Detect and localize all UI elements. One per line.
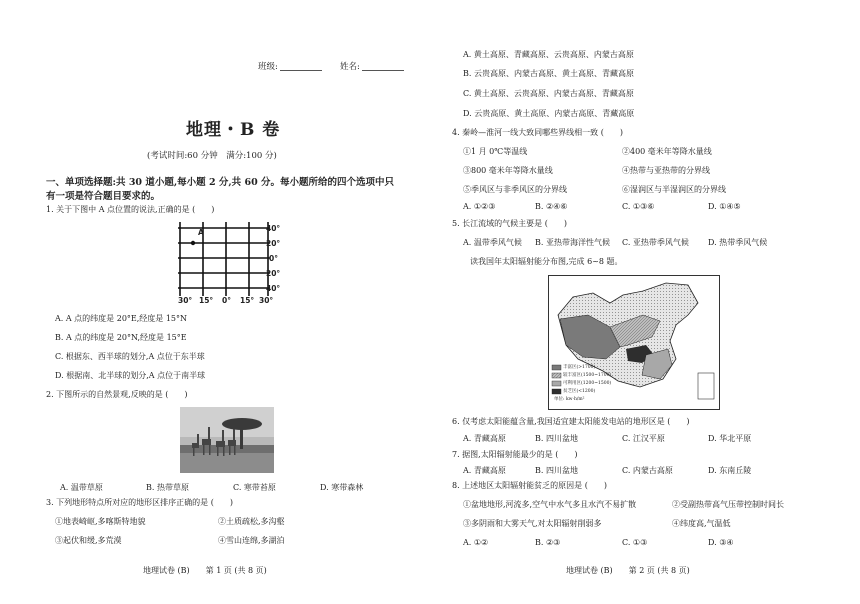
q8-item-2: ②受副热带高气压带控制时间长 [672, 500, 784, 509]
south-sea-inset [698, 373, 714, 399]
q8-option-b: B. ②③ [535, 538, 561, 547]
q7-option-b: B. 四川盆地 [535, 466, 578, 475]
q3-item-3: ③起伏和缓,多荒漠 [55, 536, 122, 545]
q4-item-1: ①1 月 0℃等温线 [463, 147, 528, 156]
map-intro: 读我国年太阳辐射能分布图,完成 6~8 题。 [470, 257, 623, 266]
q4-option-a: A. ①②③ [463, 202, 496, 211]
lon-label: 30° [259, 296, 274, 305]
legend-usable: 可利用区(1200~1500) [563, 381, 612, 386]
q3-stem: 3. 下列地形特点所对应的地形区排序正确的是 ( ) [46, 498, 233, 507]
q3-option-c: C. 黄土高原、云贵高原、内蒙古高原、青藏高原 [463, 89, 634, 98]
legend-fairly-rich: 较丰富区(1500~1700) [563, 373, 612, 378]
q2-option-a: A. 温带草原 [60, 483, 103, 492]
q7-option-c: C. 内蒙古高原 [622, 466, 673, 475]
lat-label: 40° [266, 284, 281, 293]
q8-item-1: ①盆地地形,河流多,空气中水气多且水汽不易扩散 [463, 500, 637, 509]
savanna-photo [180, 407, 274, 473]
q2-option-b: B. 热带草原 [146, 483, 189, 492]
exam-title: 地理・B 卷 [186, 120, 281, 140]
q5-stem: 5. 长江流域的气候主要是 ( ) [452, 219, 567, 228]
class-field: 班级: [258, 60, 322, 72]
q6-stem: 6. 仅考虑太阳能蕴含量,我国适宜建太阳能发电站的地形区是 ( ) [452, 417, 690, 426]
q3-option-d: D. 云贵高原、黄土高原、内蒙古高原、青藏高原 [463, 109, 635, 118]
q4-item-6: ⑥湿润区与半湿润区的分界线 [622, 185, 726, 194]
q2-option-c: C. 寒带苔原 [233, 483, 276, 492]
legend-swatch-fairly-rich [552, 373, 561, 378]
q7-option-a: A. 青藏高原 [463, 466, 506, 475]
q4-option-d: D. ①④⑤ [708, 202, 741, 211]
q2-stem: 2. 下图所示的自然景观,反映的是 ( ) [46, 390, 188, 399]
left-footer: 地理试卷 (B) 第 1 页 (共 8 页) [143, 566, 267, 575]
lat-lon-grid [170, 220, 285, 308]
q1-option-b: B. A 点的纬度是 20°N,经度是 15°E [55, 333, 187, 342]
q3-item-1: ①地表崎岖,多喀斯特地貌 [55, 517, 146, 526]
lat-label: 0° [269, 254, 278, 263]
q4-item-3: ③800 毫米年等降水量线 [463, 166, 553, 175]
lon-label: 15° [199, 296, 214, 305]
point-a-label: A [198, 228, 204, 237]
name-field: 姓名: [340, 60, 404, 72]
q8-stem: 8. 上述地区太阳辐射能贫乏的原因是 ( ) [452, 481, 607, 490]
lat-label: 20° [266, 269, 281, 278]
legend-unit: 单位: kw·h/m² [554, 397, 585, 402]
q3-item-2: ②土质疏松,多沟壑 [218, 517, 285, 526]
q2-option-d: D. 寒带森林 [320, 483, 364, 492]
q8-option-a: A. ①② [463, 538, 489, 547]
q5-option-b: B. 亚热带海洋性气候 [535, 238, 610, 247]
q6-option-c: C. 江汉平原 [622, 434, 665, 443]
q1-option-c: C. 根据东、西半球的划分,A 点位于东半球 [55, 352, 205, 361]
q3-option-b: B. 云贵高原、内蒙古高原、黄土高原、青藏高原 [463, 69, 634, 78]
q6-option-b: B. 四川盆地 [535, 434, 578, 443]
q4-item-2: ②400 毫米年等降水量线 [622, 147, 712, 156]
q8-item-3: ③多阴雨和大雾天气,对太阳辐射削弱多 [463, 519, 602, 528]
q4-option-c: C. ①③⑥ [622, 202, 655, 211]
lat-label: 20° [266, 239, 281, 248]
lon-label: 15° [240, 296, 255, 305]
class-blank[interactable] [280, 61, 322, 71]
lon-label: 0° [222, 296, 231, 305]
q4-option-b: B. ②④⑥ [535, 202, 568, 211]
legend-swatch-usable [552, 381, 561, 386]
q4-item-4: ④热带与亚热带的分界线 [622, 166, 710, 175]
q4-stem: 4. 秦岭—淮河一线大致同哪些界线相一致 ( ) [452, 128, 623, 137]
q8-option-d: D. ③④ [708, 538, 734, 547]
q5-option-a: A. 温带季风气候 [463, 238, 522, 247]
q6-option-d: D. 华北平原 [708, 434, 752, 443]
legend-swatch-rich [552, 365, 561, 370]
section1-heading-line2: 有一项是符合题目要求的。 [46, 191, 161, 202]
exam-info: (考试时间:60 分钟 满分:100 分) [147, 151, 277, 161]
name-blank[interactable] [362, 61, 404, 71]
legend-poor: 贫乏区(<1200) [563, 389, 596, 394]
q4-item-5: ⑤季风区与非季风区的分界线 [463, 185, 567, 194]
q3-option-a: A. 黄土高原、青藏高原、云贵高原、内蒙古高原 [463, 50, 634, 59]
q7-stem: 7. 据图,太阳辐射能最少的是 ( ) [452, 450, 578, 459]
q6-option-a: A. 青藏高原 [463, 434, 506, 443]
q1-option-a: A. A 点的纬度是 20°E,经度是 15°N [55, 314, 188, 323]
legend-swatch-poor [552, 389, 561, 394]
q1-option-d: D. 根据南、北半球的划分,A 点位于南半球 [55, 371, 206, 380]
lon-label: 30° [178, 296, 193, 305]
q5-option-d: D. 热带季风气候 [708, 238, 768, 247]
point-a-marker [191, 241, 195, 245]
q8-item-4: ④纬度高,气温低 [672, 519, 731, 528]
lat-label: 40° [266, 224, 281, 233]
right-footer: 地理试卷 (B) 第 2 页 (共 8 页) [566, 566, 690, 575]
section1-heading-line1: 一、单项选择题:共 30 道小题,每小题 2 分,共 60 分。每小题所给的四个选项中只 [46, 177, 395, 188]
q1-stem: 1. 关于下图中 A 点位置的说法,正确的是 ( ) [46, 205, 215, 214]
q7-option-d: D. 东南丘陵 [708, 466, 752, 475]
q8-option-c: C. ①③ [622, 538, 648, 547]
legend-rich: 丰富区(>1700) [563, 365, 596, 370]
q3-item-4: ④雪山连绵,多湖泊 [218, 536, 285, 545]
q5-option-c: C. 亚热带季风气候 [622, 238, 689, 247]
